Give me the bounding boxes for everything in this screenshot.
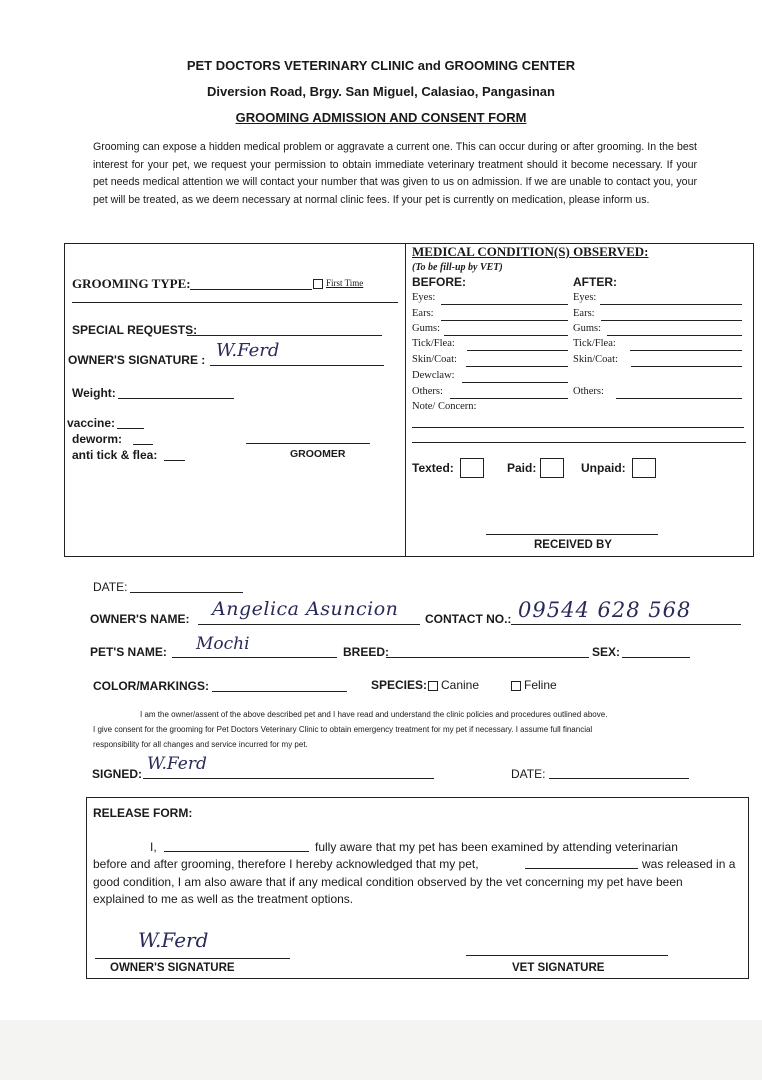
clinic-name: PET DOCTORS VETERINARY CLINIC and GROOMING CENTER xyxy=(186,58,576,73)
form-title: GROOMING ADMISSION AND CONSENT FORM xyxy=(235,110,527,125)
before-label: Skin/Coat: xyxy=(412,354,457,365)
unpaid-label: Unpaid: xyxy=(581,461,626,475)
after-field[interactable] xyxy=(607,335,742,336)
sex-field[interactable] xyxy=(622,657,690,658)
received-by-field[interactable] xyxy=(486,534,658,535)
release-line-2a: before and after grooming, therefore I hereby acknowledged that my pet, xyxy=(93,857,479,871)
date-field[interactable] xyxy=(130,592,243,593)
pet-name-field[interactable] xyxy=(172,657,337,658)
consent-date-label: DATE: xyxy=(511,767,546,781)
owner-name-value: Angelica Asuncion xyxy=(212,598,399,620)
deworm-label: deworm: xyxy=(72,432,123,446)
special-requests-label: SPECIAL REQUESTS: xyxy=(72,323,198,337)
release-line-4: explained to me as well as the treatment options. xyxy=(93,892,354,906)
paid-checkbox[interactable] xyxy=(540,458,564,478)
checkbox-icon xyxy=(313,279,323,289)
before-label: Eyes: xyxy=(412,292,436,303)
before-label: BEFORE: xyxy=(412,275,466,289)
before-field[interactable] xyxy=(444,335,568,336)
release-owner-signature-mark: W.Ferd xyxy=(138,928,209,952)
deworm-field[interactable] xyxy=(133,444,153,445)
checkbox-icon xyxy=(511,681,521,691)
before-label: Ears: xyxy=(412,308,434,319)
after-label: Others: xyxy=(573,386,604,397)
received-by-label: RECEIVED BY xyxy=(534,539,612,551)
special-requests-field[interactable] xyxy=(187,335,382,336)
release-line-1b: fully aware that my pet has been examined by attending veterinarian xyxy=(315,840,678,854)
after-field[interactable] xyxy=(616,398,742,399)
before-field[interactable] xyxy=(467,350,568,351)
note-line-1[interactable] xyxy=(412,427,744,428)
owner-name-label: OWNER'S NAME: xyxy=(90,612,190,626)
feline-label: Feline xyxy=(524,678,557,692)
first-time-checkbox[interactable] xyxy=(313,278,363,289)
contact-label: CONTACT NO.: xyxy=(425,612,512,626)
signed-mark: W.Ferd xyxy=(147,754,207,774)
consent-line-1: I am the owner/assent of the above described pet and I have read and understand the clinic policies and procedures outlined above. xyxy=(140,710,608,719)
release-line-3: good condition, I am also aware that if any medical condition observed by the vet concerning my pet have been xyxy=(93,875,683,889)
release-pet-field[interactable] xyxy=(525,868,638,869)
release-title: RELEASE FORM: xyxy=(93,806,193,820)
owner-signature-field[interactable] xyxy=(210,365,384,366)
weight-field[interactable] xyxy=(118,398,234,399)
intro-paragraph: Grooming can expose a hidden medical problem or aggravate a current one. This can occur during or after grooming. In the best interest for your pet, we request your permission to obtain immediate veterinary treatment should it become necessary. If your pet needs medical attention we will contact your number that was given to us on admission. If we are unable to contact you, your pet will be treated, as we deem necessary at normal clinic fees. If your pet is currently on medication, please inform us. xyxy=(93,141,697,206)
release-owner-signature-field[interactable] xyxy=(95,958,290,959)
before-field[interactable] xyxy=(466,366,568,367)
box-divider xyxy=(405,243,406,556)
species-label: SPECIES: xyxy=(371,678,428,692)
signed-field[interactable] xyxy=(143,778,434,779)
before-field[interactable] xyxy=(441,320,568,321)
vaccine-field[interactable] xyxy=(117,428,144,429)
before-label: Others: xyxy=(412,386,443,397)
after-label: AFTER: xyxy=(573,275,617,289)
vaccine-label: vaccine: xyxy=(67,416,116,430)
sex-label: SEX: xyxy=(592,645,621,659)
anti-tick-field[interactable] xyxy=(164,460,185,461)
groomer-label: GROOMER xyxy=(290,448,346,460)
owner-name-field[interactable] xyxy=(198,624,420,625)
weight-label: Weight: xyxy=(72,386,116,400)
clinic-address: Diversion Road, Brgy. San Miguel, Calasiao, Pangasinan xyxy=(207,84,555,99)
texted-checkbox[interactable] xyxy=(460,458,484,478)
after-label: Ears: xyxy=(573,308,595,319)
signed-label: SIGNED: xyxy=(92,767,143,781)
date-label: DATE: xyxy=(93,580,128,594)
pet-name-value: Mochi xyxy=(196,634,250,654)
contact-field[interactable] xyxy=(511,624,741,625)
owner-signature-mark: W.Ferd xyxy=(216,340,280,361)
release-line-1a: I, xyxy=(150,840,157,854)
after-field[interactable] xyxy=(600,304,742,305)
after-label: Tick/Flea: xyxy=(573,338,616,349)
contact-value: 09544 628 568 xyxy=(518,598,692,622)
after-label: Skin/Coat: xyxy=(573,354,618,365)
before-field[interactable] xyxy=(450,398,568,399)
first-time-label: First Time xyxy=(326,278,364,288)
before-label: Dewclaw: xyxy=(412,370,455,381)
before-field[interactable] xyxy=(441,304,568,305)
consent-line-2: I give consent for the grooming for Pet Doctors Veterinary Clinic to obtain emergency treatment for my pet if necessary. I assume full financial xyxy=(93,725,593,734)
consent-line-3: responsibility for all changes and service incurred for my pet. xyxy=(93,740,308,749)
feline-checkbox[interactable] xyxy=(511,678,557,692)
owner-signature-label: OWNER'S SIGNATURE : xyxy=(68,353,206,367)
vet-signature-label: VET SIGNATURE xyxy=(512,962,605,974)
anti-tick-label: anti tick & flea: xyxy=(72,448,158,462)
consent-date-field[interactable] xyxy=(549,778,689,779)
paid-label: Paid: xyxy=(507,461,537,475)
grooming-type-field[interactable] xyxy=(190,289,312,290)
before-field[interactable] xyxy=(462,382,568,383)
canine-checkbox[interactable] xyxy=(428,678,479,692)
before-label: Gums: xyxy=(412,323,441,334)
grooming-type-label: GROOMING TYPE: xyxy=(72,276,191,291)
texted-label: Texted: xyxy=(412,461,454,475)
release-owner-signature-label: OWNER'S SIGNATURE xyxy=(110,962,235,974)
unpaid-checkbox[interactable] xyxy=(632,458,656,478)
pet-name-label: PET'S NAME: xyxy=(90,645,167,659)
color-markings-label: COLOR/MARKINGS: xyxy=(93,679,209,693)
medical-title: MEDICAL CONDITION(S) OBSERVED: xyxy=(412,244,649,259)
vet-signature-field[interactable] xyxy=(466,955,668,956)
release-name-field[interactable] xyxy=(164,851,309,852)
after-field[interactable] xyxy=(631,366,742,367)
color-markings-field[interactable] xyxy=(212,691,347,692)
medical-subtitle: (To be fill-up by VET) xyxy=(412,262,503,273)
note-line-2[interactable] xyxy=(412,442,746,443)
after-label: Gums: xyxy=(573,323,602,334)
breed-field[interactable] xyxy=(386,657,589,658)
release-line-2b: was released in a xyxy=(642,857,736,871)
after-label: Eyes: xyxy=(573,292,597,303)
note-concern-label: Note/ Concern: xyxy=(412,401,477,412)
after-field[interactable] xyxy=(601,320,742,321)
groomer-signature-field[interactable] xyxy=(246,443,370,444)
checkbox-icon xyxy=(428,681,438,691)
canine-label: Canine xyxy=(441,678,480,692)
breed-label: BREED: xyxy=(343,645,390,659)
after-field[interactable] xyxy=(630,350,742,351)
before-label: Tick/Flea: xyxy=(412,338,455,349)
grooming-type-extra-line[interactable] xyxy=(72,302,398,303)
